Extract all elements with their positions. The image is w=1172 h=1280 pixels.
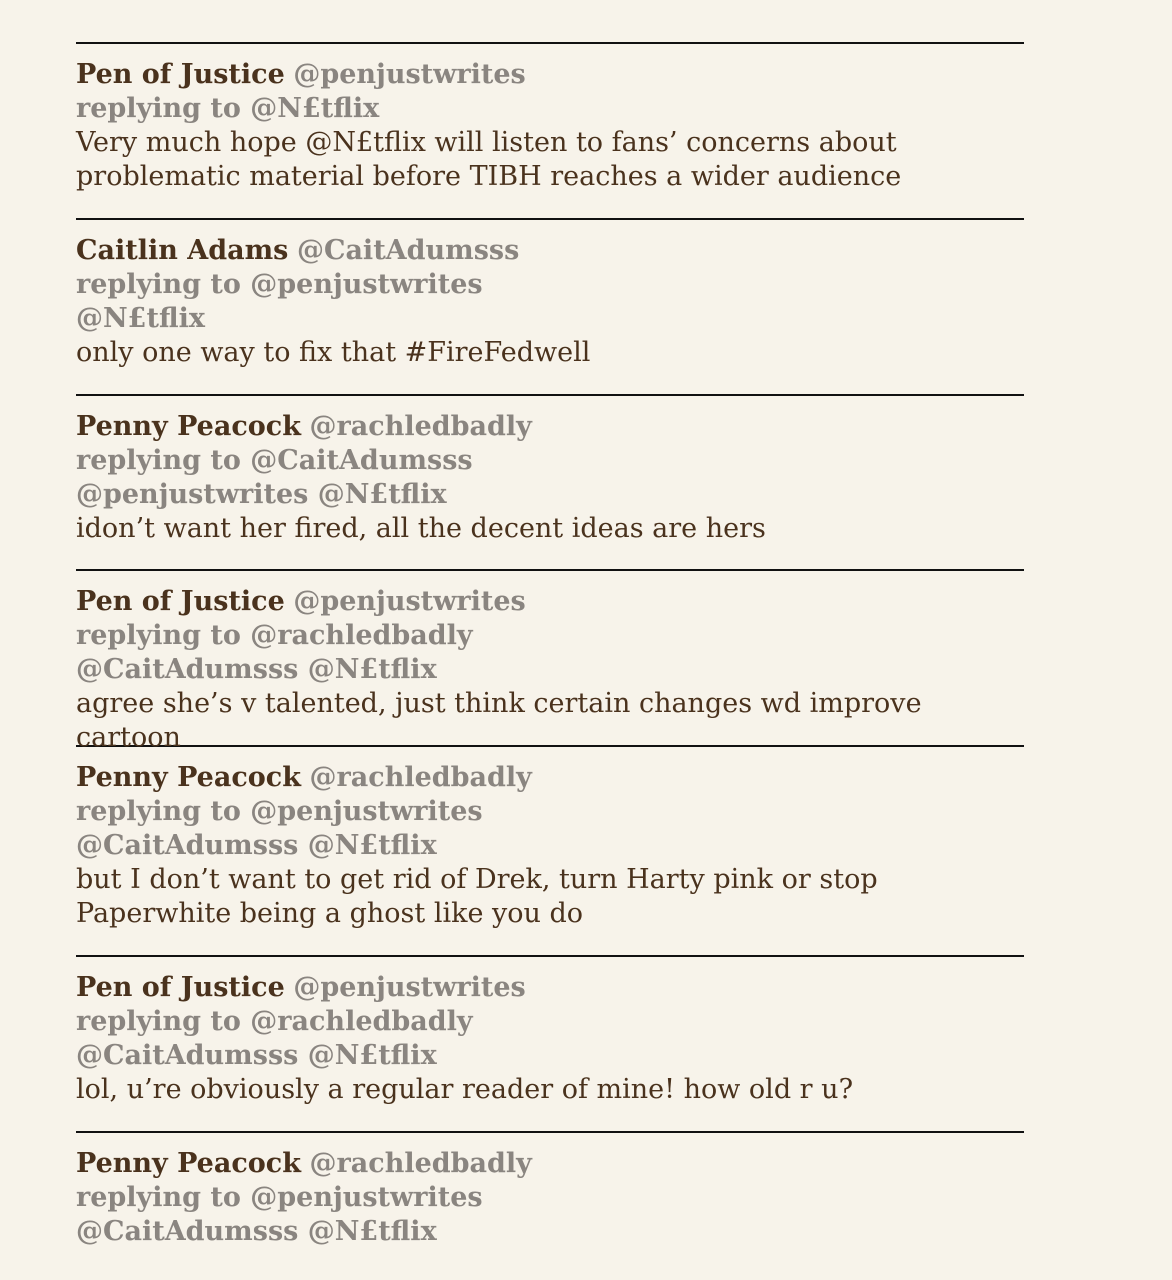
replying-to: replying to @penjustwrites bbox=[76, 269, 483, 300]
tweet bbox=[76, 955, 1024, 1131]
replying-to: replying to @rachledbadly bbox=[76, 1006, 473, 1037]
author-handle[interactable]: @CaitAdumsss bbox=[296, 235, 520, 266]
author-handle[interactable]: @penjustwrites bbox=[293, 586, 526, 617]
tweet-text: idon’t want her fired, all the decent ideas are hers bbox=[76, 513, 766, 544]
tweet-header bbox=[76, 761, 1024, 795]
author-name[interactable]: Penny Peacock bbox=[76, 1148, 301, 1179]
author-handle[interactable]: @rachledbadly bbox=[309, 762, 532, 793]
tweet-header bbox=[76, 410, 1024, 444]
replying-to: replying to @N£tflix bbox=[76, 93, 380, 124]
author-name[interactable]: Caitlin Adams bbox=[76, 235, 289, 266]
tweet-header bbox=[76, 971, 1024, 1005]
author-name[interactable]: Pen of Justice bbox=[76, 59, 285, 90]
author-handle[interactable]: @penjustwrites bbox=[293, 59, 526, 90]
tweet-text: lol, u’re obviously a regular reader of mine! how old r u? bbox=[76, 1074, 854, 1105]
tweet-header bbox=[76, 234, 1024, 268]
tweet-thread bbox=[76, 42, 1024, 1271]
tweet-text: only one way to fix that #FireFedwell bbox=[76, 337, 591, 368]
author-name[interactable]: Pen of Justice bbox=[76, 972, 285, 1003]
tweet bbox=[76, 42, 1024, 218]
author-name[interactable]: Penny Peacock bbox=[76, 762, 301, 793]
author-handle[interactable]: @penjustwrites bbox=[293, 972, 526, 1003]
mentions: @CaitAdumsss @N£tflix bbox=[76, 654, 437, 685]
tweet bbox=[76, 394, 1024, 569]
tweet-header bbox=[76, 1147, 1024, 1181]
replying-to: replying to @CaitAdumsss bbox=[76, 445, 473, 476]
tweet-header bbox=[76, 58, 1024, 92]
tweet-text: Very much hope @N£tflix will listen to fans’ concerns about problematic material before TIBH reaches a wider audience bbox=[76, 127, 902, 192]
mentions: @penjustwrites @N£tflix bbox=[76, 479, 447, 510]
tweet bbox=[76, 1131, 1024, 1271]
mentions: @CaitAdumsss @N£tflix bbox=[76, 1040, 437, 1071]
author-name[interactable]: Penny Peacock bbox=[76, 411, 301, 442]
replying-to: replying to @penjustwrites bbox=[76, 796, 483, 827]
tweet-text: but I don’t want to get rid of Drek, turn Harty pink or stop Paperwhite being a ghost like you do bbox=[76, 864, 878, 929]
tweet-text: agree she’s v talented, just think certain changes wd improve cartoon bbox=[76, 688, 922, 753]
author-handle[interactable]: @rachledbadly bbox=[309, 1148, 532, 1179]
author-name[interactable]: Pen of Justice bbox=[76, 586, 285, 617]
tweet bbox=[76, 218, 1024, 394]
author-handle[interactable]: @rachledbadly bbox=[309, 411, 532, 442]
mentions: @CaitAdumsss @N£tflix bbox=[76, 1216, 437, 1247]
tweet-header bbox=[76, 585, 1024, 619]
mentions: @CaitAdumsss @N£tflix bbox=[76, 830, 437, 861]
replying-to: replying to @penjustwrites bbox=[76, 1182, 483, 1213]
replying-to: replying to @rachledbadly bbox=[76, 620, 473, 651]
tweet bbox=[76, 569, 1024, 753]
mentions: @N£tflix bbox=[76, 303, 205, 334]
tweet bbox=[76, 745, 1024, 955]
